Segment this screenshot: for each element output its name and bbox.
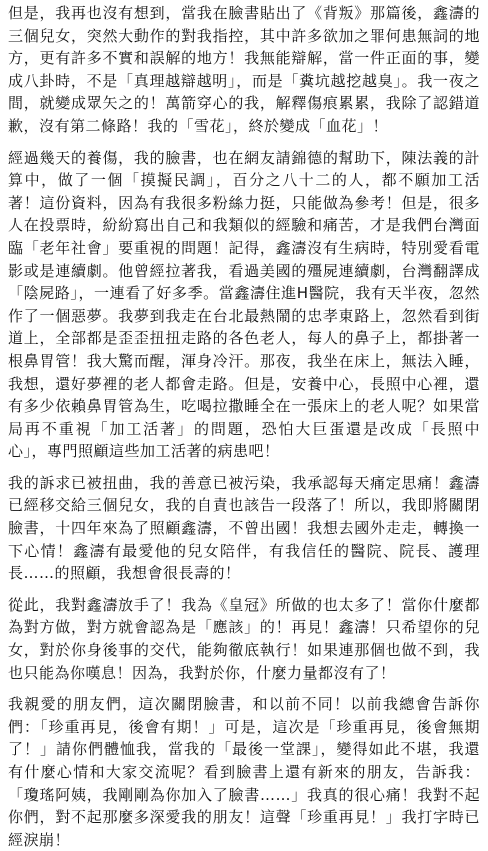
paragraph-5: 我親愛的朋友們，這次關閉臉書，和以前不同！以前我總會告訴你們：「珍重再見，後會有期！」可是，這次是「珍重再見，後會無期了！」請你們體恤我，當我的「最後一堂課」，變得如此不堪，我還有什麼心情和大家交流呢？看到臉書上還有新來的朋友，告訴我：「瓊瑤阿姨，我剛剛為你加入了臉書……」我真的很心痛！我對不起你們，對不起那麼多深愛我的朋友！這聲「珍重再見！」我打字時已經淚崩！	[8, 695, 480, 849]
paragraph-1: 但是，我再也沒有想到，當我在臉書貼出了《背叛》那篇後，鑫濤的三個兒女，突然大動作的對我指控，其中許多欲加之罪何患無詞的地方，更有許多不實和誤解的地方！我無能辯解，當一件正面的事，變成八卦時，不是「真理越辯越明」，而是「糞坑越挖越臭」。我一夜之間，就變成眾矢之的！萬箭穿心的我，解釋傷痕累累，我除了認錯道歉，沒有第二條路！我的「雪花」，終於變成「血花」！	[8, 4, 480, 135]
paragraph-2: 經過幾天的養傷，我的臉書，也在網友請錦德的幫助下，陳法義的計算中，做了一個「摸擬民調」，百分之八十二的人，都不願加工活著！這份資料，因為有我很多粉絲力挺，只能做為參考！但是，很多人在投票時，紛紛寫出自己和我類似的經驗和痛苦，才是我們台灣面臨「老年社會」要重視的問題！記得，鑫濤沒有生病時，特別愛看電影或是連續劇。他曾經拉著我，看過美國的殭屍連續劇，台灣翻譯成「陰屍路」，一連看了好多季。當鑫濤住進H醫院，我有天半夜，忽然作了一個惡夢。我夢到我走在台北最熱鬧的忠孝東路上，忽然看到街道上，全部都是歪歪扭扭走路的各色老人，每人的鼻子上，都掛著一根鼻胃管！我大驚而醒，渾身冷汗。那夜，我坐在床上，無法入睡，我想，還好夢裡的老人都會走路。但是，安養中心，長照中心裡，還有多少依賴鼻胃管為生，吃喝拉撒睡全在一張床上的老人呢？如果當局再不重視「加工活著」的問題，恐怕大巨蛋還是改成「長照中心」，專門照顧這些加工活著的病患吧！	[8, 148, 480, 461]
paragraph-3: 我的訴求已被扭曲，我的善意已被污染，我承認每天痛定思痛！鑫濤已經移交給三個兒女，我的自責也該告一段落了！所以，我即將關閉臉書，十四年來為了照顧鑫濤，不曾出國！我想去國外走走，轉換一下心情！鑫濤有最愛他的兒女陪伴，有我信任的醫院、院長、護理長……的照顧，我想會很長壽的！	[8, 473, 480, 583]
paragraph-4: 從此，我對鑫濤放手了！我為《皇冠》所做的也太多了！當你什麼都為對方做，對方就會認為是「應該」的！再見！鑫濤！只希望你的兒女，對於你身後事的交代，能夠徹底執行！如果連那個也做不到，我也只能為你嘆息！因為，我對於你，什麼力量都沒有了！	[8, 595, 480, 682]
